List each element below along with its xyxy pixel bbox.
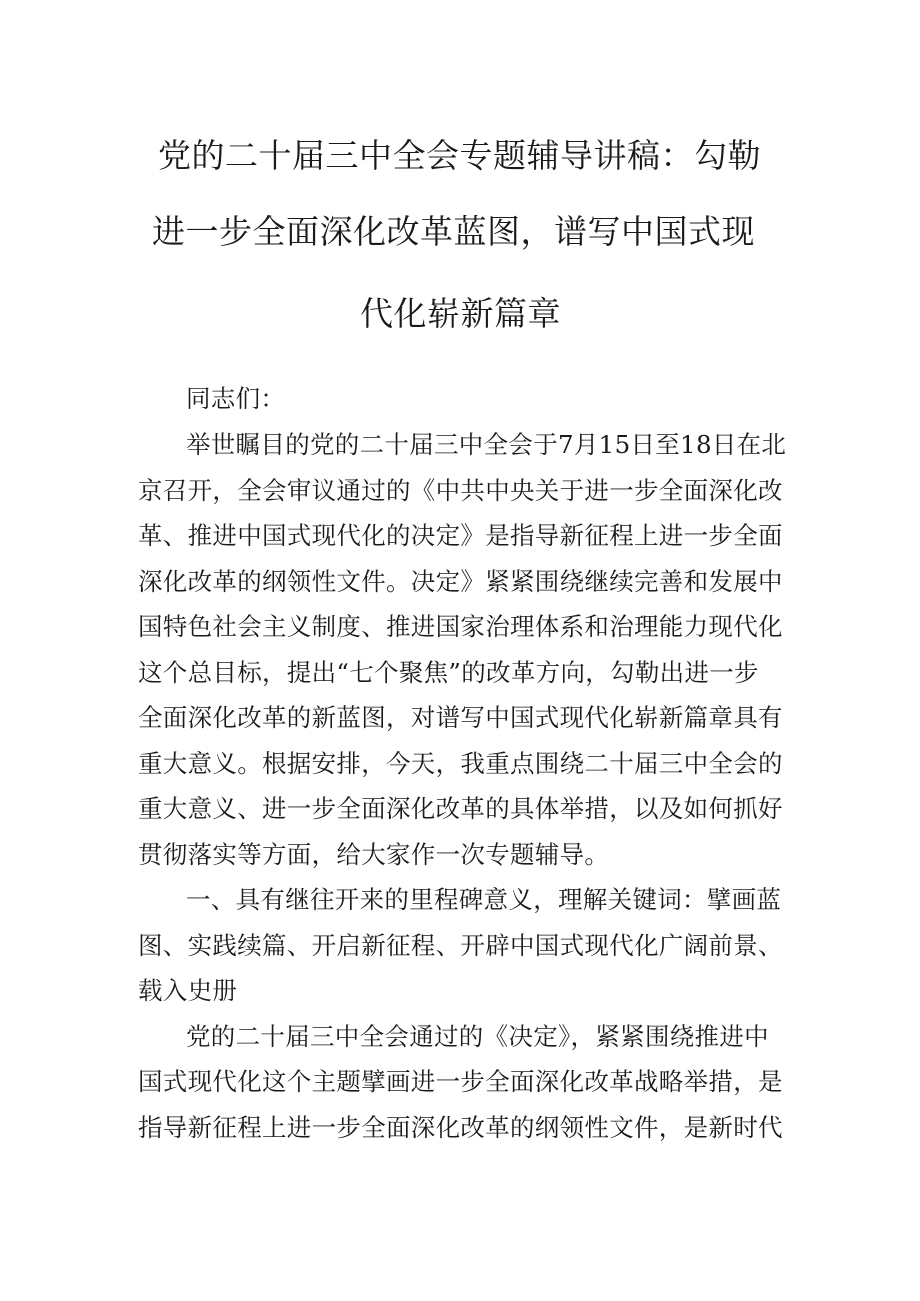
- paragraph-line: 指导新征程上进一步全面深化改革的纲领性文件，是新时代: [138, 1113, 783, 1142]
- salutation: 同志们：: [186, 384, 286, 413]
- paragraph-line: 重大意义。根据安排，今天，我重点围绕二十届三中全会的: [138, 749, 783, 778]
- paragraph-line: 这个总目标，提出“七个聚焦”的改革方向，勾勒出进一步: [138, 658, 759, 687]
- title-line-1: 党的二十届三中全会专题辅导讲稿：勾勒: [158, 136, 761, 175]
- paragraph-line: 全面深化改革的新蓝图，对谱写中国式现代化崭新篇章具有: [138, 703, 783, 732]
- paragraph-line: 京召开，全会审议通过的《中共中央关于进一步全面深化改: [138, 476, 783, 505]
- paragraph-line: 贯彻落实等方面，给大家作一次专题辅导。: [138, 840, 610, 869]
- section-heading-line: 载入史册: [138, 976, 238, 1005]
- paragraph-line: 党的二十届三中全会通过的《决定》，紧紧围绕推进中: [186, 1022, 769, 1051]
- paragraph-line: 深化改革的纲领性文件。决定》紧紧围绕继续完善和发展中: [138, 567, 783, 596]
- paragraph-line: 国特色社会主义制度、推进国家治理体系和治理能力现代化: [138, 612, 783, 641]
- title-line-2: 进一步全面深化改革蓝图，谱写中国式现: [152, 212, 755, 251]
- paragraph-line: 革、推进中国式现代化的决定》是指导新征程上进一步全面: [138, 521, 783, 550]
- section-heading-line: 图、实践续篇、开启新征程、开辟中国式现代化广阔前景、: [138, 931, 783, 960]
- section-heading-line: 一、具有继往开来的里程碑意义，理解关键词：擘画蓝: [186, 885, 782, 914]
- paragraph-line: 举世瞩目的党的二十届三中全会于7月15日至18日在北: [186, 430, 787, 459]
- title-line-3: 代化崭新篇章: [360, 294, 561, 333]
- paragraph-line: 重大意义、进一步全面深化改革的具体举措，以及如何抓好: [138, 794, 783, 823]
- paragraph-line: 国式现代化这个主题擘画进一步全面深化改革战略举措，是: [138, 1067, 783, 1096]
